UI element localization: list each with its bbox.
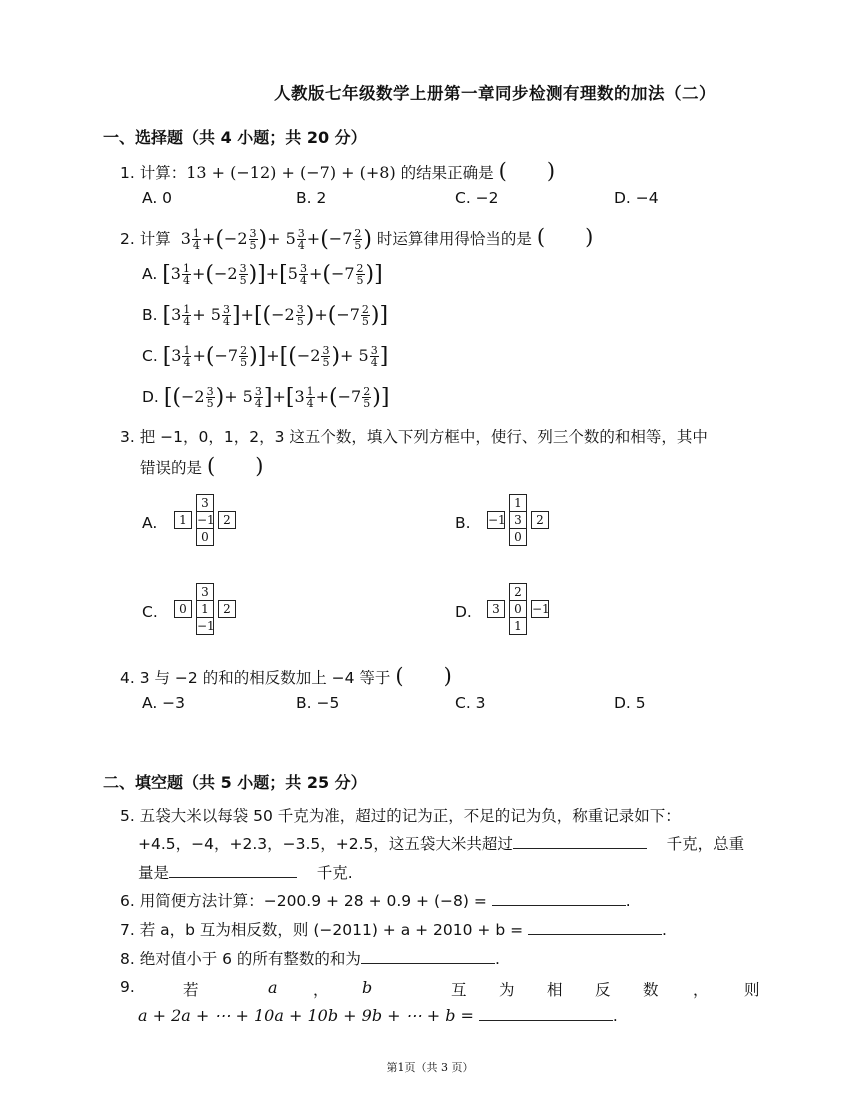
q3-option-d[interactable]: D. (455, 603, 472, 621)
option-label: B. (142, 306, 158, 324)
q9-word: ， (313, 981, 329, 999)
q4-option-a[interactable]: A. −3 (142, 694, 186, 712)
question-2 (120, 225, 593, 252)
question-7 (120, 918, 667, 940)
option-label: A. (142, 265, 158, 283)
q9-word: ， (693, 981, 709, 999)
question-5-line3 (138, 861, 353, 883)
q2-expression: 3 $\frac{1}{4}$ +(−2 $\frac{3}{5}$ )+ 5 $\frac{3}{4}$ +(−7 $\frac{2}{5}$ ) (175, 227, 372, 252)
q2-option-d[interactable]: D. [(−2 $\frac{3}{5}$ )+ 5 $\frac{3}{4}$ ]+[3 $\frac{1}{4}$ +(−7 $\frac{2}{5}$ )] (142, 385, 390, 410)
answer-blank[interactable] (528, 933, 662, 935)
period: . (612, 1007, 618, 1025)
answer-blank[interactable] (492, 904, 626, 906)
q4-option-b[interactable]: B. −5 (296, 694, 340, 712)
option-label: C. (142, 347, 158, 365)
question-5-line2 (138, 832, 744, 854)
q3-option-a[interactable]: A. (142, 514, 158, 532)
grid-cell: −1 (532, 602, 550, 616)
q5-text: +4.5，−4，+2.3，−3.5，+2.5，这五袋大米共超过 (138, 835, 513, 853)
answer-blank[interactable] (479, 1019, 613, 1021)
q9-word: 为 (499, 981, 515, 999)
grid-cell: −1 (197, 619, 215, 633)
q9-number: 9. (120, 978, 135, 996)
q5-text: 千克. (316, 864, 353, 882)
q1-option-c[interactable]: C. −2 (455, 189, 499, 207)
q9-word: a (268, 978, 278, 997)
q1-option-a[interactable]: A. 0 (142, 189, 173, 207)
q9-word: 则 (744, 981, 760, 999)
q2-suffix: 时运算律用得恰当的是 (371, 230, 532, 248)
period: . (494, 950, 500, 968)
section-heading-fill: 二、填空题（共 5 小题；共 25 分） (103, 773, 367, 792)
q3-option-c[interactable]: C. (142, 603, 158, 621)
question-3-line1: 3. 把 −1，0，1，2，3 这五个数，填入下列方框中，使行、列三个数的和相等，其中 (120, 428, 708, 446)
q9-word: b (362, 978, 373, 997)
q9-word: 互 (451, 981, 467, 999)
answer-paren[interactable]: ( ) (536, 225, 594, 249)
question-9-line2 (138, 1006, 618, 1025)
q1-option-d[interactable]: D. −4 (614, 189, 659, 207)
q2-option-b[interactable]: B. [3 $\frac{1}{4}$ + 5 $\frac{3}{4}$ ]+[(−2 $\frac{3}{5}$ )+(−7 $\frac{2}{5}$ )] (142, 303, 389, 328)
grid-cell: 1 (196, 600, 214, 618)
grid-cell: 2 (509, 583, 527, 601)
option-label: D. (142, 388, 159, 406)
q8-text: 8. 绝对值小于 6 的所有整数的和为 (120, 950, 361, 968)
answer-blank[interactable] (361, 962, 495, 964)
q4-stem: 4. 3 与 −2 的和的相反数加上 −4 等于 (120, 669, 391, 687)
q6-text: 6. 用简便方法计算：−200.9 + 28 + 0.9 + (−8) = (120, 892, 487, 910)
page-title: 人教版七年级数学上册第一章同步检测有理数的加法（二） (274, 84, 716, 103)
q4-option-c[interactable]: C. 3 (455, 694, 486, 712)
answer-paren[interactable]: ( ) (206, 454, 264, 478)
q1-suffix: 的结果正确是 (395, 164, 494, 182)
grid-cell: 3 (509, 511, 527, 529)
grid-cell: 3 (196, 494, 214, 512)
q3-option-b[interactable]: B. (455, 514, 471, 532)
answer-blank[interactable] (513, 847, 647, 849)
grid-cell: 2 (218, 600, 236, 618)
q5-text: 千克，总重 (666, 835, 745, 853)
section-heading-choice: 一、选择题（共 4 小题；共 20 分） (103, 128, 367, 147)
q5-text: 量是 (138, 864, 170, 882)
q3-line2-text: 错误的是 (140, 459, 203, 477)
grid-cell: −1 (488, 513, 506, 527)
q9-word: 若 (183, 981, 199, 999)
grid-cell: 3 (487, 600, 505, 618)
period: . (625, 892, 631, 910)
q2-option-c[interactable]: C. [3 $\frac{1}{4}$ +(−7 $\frac{2}{5}$ )]+[(−2 $\frac{3}{5}$ )+ 5 $\frac{3}{4}$ ] (142, 344, 389, 369)
grid-cell: 0 (509, 600, 527, 618)
page-footer: 第1页（共 3 页） (386, 1061, 474, 1074)
grid-cell: 0 (174, 600, 192, 618)
q7-text: 7. 若 a，b 互为相反数，则 (−2011) + a + 2010 + b = (120, 921, 524, 939)
grid-cell: 1 (509, 617, 527, 635)
q9-word: 相 (547, 981, 563, 999)
question-5-line1: 5. 五袋大米以每袋 50 千克为准，超过的记为正，不足的记为负，称重记录如下： (120, 807, 681, 825)
q9-expression: a + 2a + ⋯ + 10a + 10b + 9b + ⋯ + b = (138, 1006, 474, 1025)
grid-cell: 2 (531, 511, 549, 529)
grid-cell: 0 (196, 528, 214, 546)
grid-cell: 0 (509, 528, 527, 546)
grid-cell: 1 (509, 494, 527, 512)
grid-cell: 3 (196, 583, 214, 601)
question-3-line2 (140, 454, 263, 478)
q1-prefix: 1. 计算： (120, 164, 187, 182)
q4-option-d[interactable]: D. 5 (614, 694, 646, 712)
answer-blank[interactable] (169, 876, 297, 878)
answer-paren[interactable]: ( ) (498, 159, 556, 183)
question-6 (120, 889, 631, 911)
question-1 (120, 159, 555, 183)
q2-option-a[interactable]: A. [3 $\frac{1}{4}$ +(−2 $\frac{3}{5}$ )]+[5 $\frac{3}{4}$ +(−7 $\frac{2}{5}$ )] (142, 262, 383, 287)
grid-cell: −1 (197, 513, 215, 527)
question-4 (120, 664, 452, 688)
q1-option-b[interactable]: B. 2 (296, 189, 327, 207)
grid-cell: 1 (174, 511, 192, 529)
grid-cell: 2 (218, 511, 236, 529)
period: . (662, 921, 667, 939)
q9-word: 数 (643, 981, 659, 999)
answer-paren[interactable]: ( ) (395, 664, 452, 688)
q9-word: 反 (595, 981, 611, 999)
q1-expression: 13 + (−12) + (−7) + (+8) (186, 163, 396, 182)
q2-prefix: 2. 计算 (120, 230, 171, 248)
question-8 (120, 947, 500, 969)
